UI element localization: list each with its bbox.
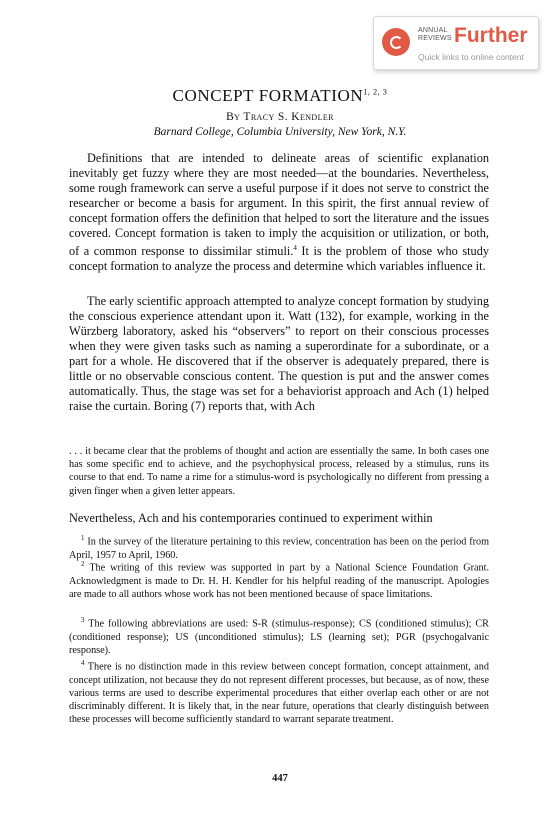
block-quote: . . . it became clear that the problems of thought and action are essentially the same. In both cases one has some specific end to achieve, and the psychophysical process, released by a stimulus, runs its course to that end. To name a rime for a stimulus-word is psychologically no different from pressing a given finger when a given letter appears.: [69, 446, 489, 497]
footnote-3: [69, 614, 489, 657]
footnote-3-text: The following abbreviations are used: S-R (stimulus-response); CS (conditioned stimulus); CR (conditioned response); US (unconditioned stimulus); LS (learning set); PGR (psychogalvanic response).: [69, 618, 489, 656]
footnote-3-mark: 3: [81, 616, 85, 624]
paragraph-1-text: Definitions that are intended to delineate areas of scientific explanation inevitably get fuzzy where they are most needed—at the boundaries. Nevertheless, some rough framework can serve a useful purpose if it does not serve to constrict the researcher or become a basis for argument. In this spirit, the first annual review of concept formation offers the definition that helped to sort the literature and the issues covered. Concept formation is taken to imply the acquisition or utilization, or both, of a common response to dissimilar stimuli.: [69, 151, 489, 259]
byline: By Tracy S. Kendler: [226, 111, 334, 123]
title-text: CONCEPT FORMATION: [172, 86, 364, 105]
footnote-4-mark: 4: [81, 659, 85, 667]
paragraph-1: [69, 151, 489, 274]
footnote-2-mark: 2: [81, 560, 85, 568]
footnote-ref-4: 4: [293, 244, 297, 252]
badge-quick-links[interactable]: Quick links to online content: [418, 52, 524, 62]
badge-reviews-label: REVIEWS: [418, 35, 452, 42]
further-badge[interactable]: [373, 16, 539, 70]
article-title: [0, 86, 560, 106]
badge-annual-label: ANNUAL: [418, 27, 448, 34]
paragraph-2: The early scientific approach attempted to analyze concept formation by studying the conscious experience attendant upon it. Watt (132), for example, working in the Würzberg laboratory, asked his “observers” to report on their conscious processes when they were given tasks such as naming a superordinate for a subordinate, or a part for a whole. He discovered that if the observer is adequately prepared, there is little or no observable conscious content. The question is put and the answer comes automatically. Thus, the stage was set for a behaviorist approach and Ach (1) helped raise the curtain. Boring (7) reports that, with Ach: [69, 294, 489, 413]
affiliation: Barnard College, Columbia University, New York, N.Y.: [153, 126, 407, 138]
title-footnote-marks: 1, 2, 3: [363, 87, 388, 97]
paragraph-1-end: It is the problem of those who study concept formation to analyze the process and determine which variables influence it.: [69, 244, 490, 274]
paragraph-3: Nevertheless, Ach and his contemporaries continued to experiment within: [69, 511, 433, 525]
footnote-1-text: In the survey of the literature pertaining to this review, concentration has been on the period from April, 1957 to April, 1960.: [69, 536, 489, 561]
badge-further-label[interactable]: Further: [454, 24, 528, 47]
page-number: 447: [272, 773, 288, 784]
footnote-2-text: The writing of this review was supported in part by a National Science Foundation Grant. Acknowledgment is made to Dr. H. H. Kendler for his helpful reading of the manuscript. Apologies are made to all authors whose work has not been mentioned because of space limitations.: [69, 562, 489, 600]
footnote-2: [69, 558, 489, 601]
further-logo-icon: [382, 28, 410, 56]
footnote-1-mark: 1: [81, 534, 85, 542]
footnote-4: [69, 657, 489, 726]
badge-annual-reviews: [418, 27, 452, 43]
footnote-4-text: There is no distinction made in this review between concept formation, concept attainment, and concept utilization, not because they do not represent different processes, but because, as of now, these various terms are used to describe experimental procedures that either overlap each other or are not discriminably different. It is likely that, in the near future, operations that clearly distinguish between these processes will become sufficiently standard to warrant separate treatment.: [69, 661, 489, 726]
